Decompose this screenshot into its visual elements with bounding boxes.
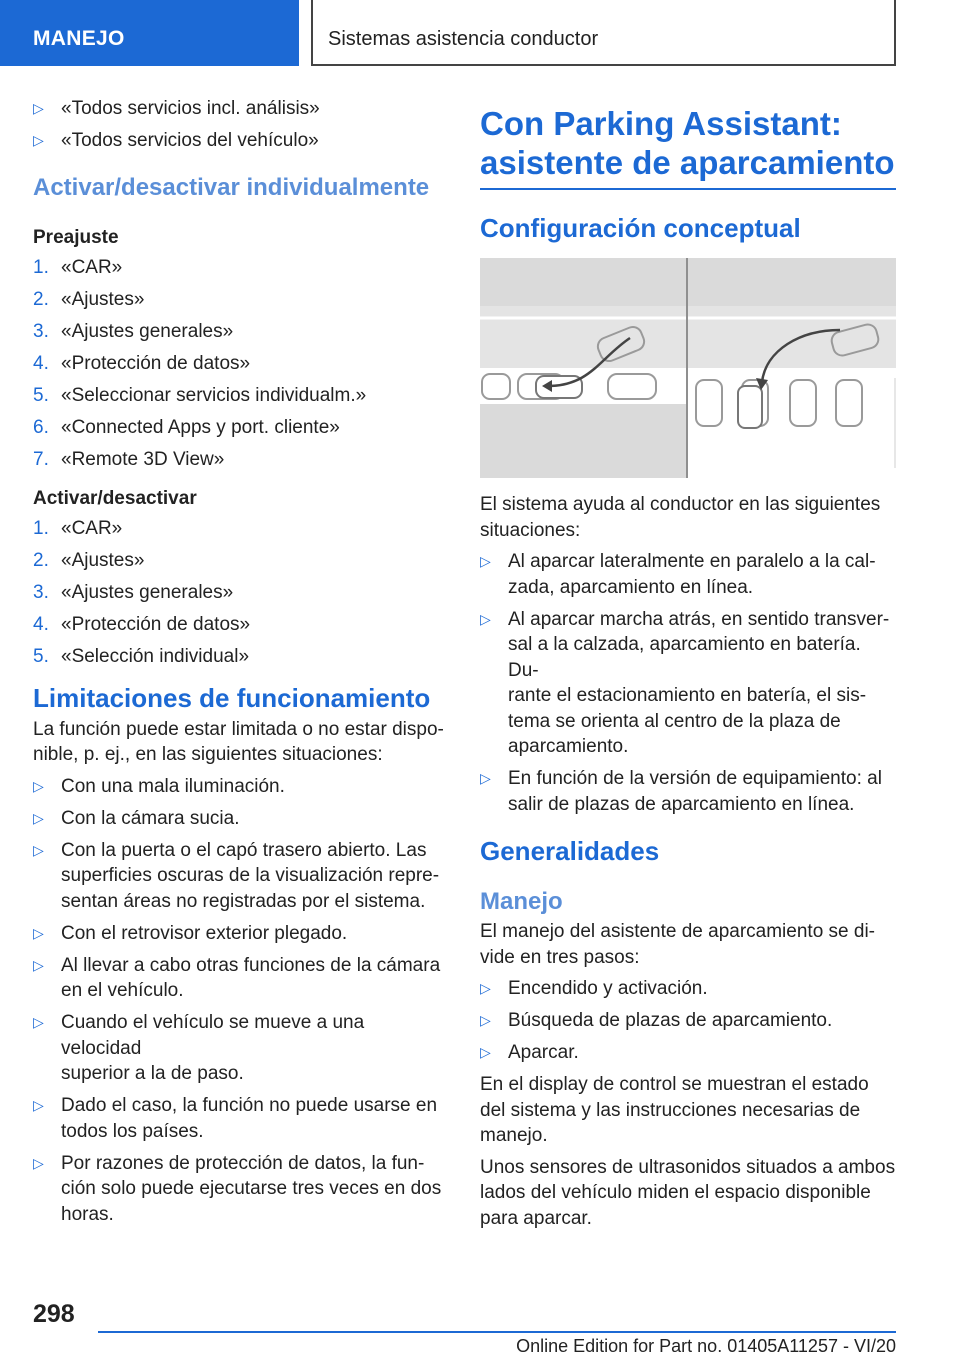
list-item: 5. «Selección individual» — [33, 646, 250, 667]
list-item: 4. «Protección de datos» — [33, 352, 251, 374]
page-number: 298 — [33, 1300, 75, 1328]
list-item: ▷ En función de la versión de equipamiento: al salir de plazas de aparcamiento en línea. — [480, 768, 882, 815]
heading-activar: Activar/desactivar — [33, 488, 197, 509]
triangle-right-icon: ▷ — [33, 777, 44, 794]
triangle-right-icon: ▷ — [480, 770, 491, 786]
triangle-right-icon: ▷ — [33, 132, 44, 148]
list-item: ▷ Por razones de protección de datos, la fun- ción solo puede ejecutarse tres veces en dos horas. — [33, 1152, 442, 1225]
top-bullet-list — [33, 96, 447, 154]
footer-edition: Online Edition for Part no. 01405A11257 - VI/20 — [516, 1336, 896, 1356]
triangle-right-icon: ▷ — [480, 1012, 491, 1028]
triangle-right-icon: ▷ — [480, 610, 491, 627]
triangle-right-icon: ▷ — [33, 956, 44, 973]
list-item: ▷ Aparcar. — [480, 1040, 896, 1066]
list-item: ▷ Con el retrovisor exterior plegado. — [33, 921, 447, 947]
heading-generalidades: Generalidades — [480, 836, 660, 866]
list-item: ▷ «Todos servicios del vehículo» — [33, 128, 447, 154]
list-item: ▷ Encendido y activación. — [480, 976, 896, 1002]
chapter-box — [311, 0, 896, 66]
list-item: 3. «Ajustes generales» — [33, 582, 234, 603]
limitaciones-list — [33, 774, 447, 1228]
heading-individual: Activar/desactivar individualmente — [33, 173, 430, 201]
triangle-right-icon: ▷ — [480, 980, 491, 996]
section-title: MANEJO — [33, 27, 125, 50]
section-tab — [0, 0, 299, 66]
list-item: 2. «Ajustes» — [33, 550, 145, 571]
chapter-title: Sistemas asistencia conductor — [328, 28, 599, 50]
list-item: 1. «CAR» — [33, 518, 123, 539]
triangle-right-icon: ▷ — [33, 841, 44, 858]
list-item: 4. «Protección de datos» — [33, 614, 251, 635]
list-item: ▷ «Todos servicios incl. análisis» — [33, 96, 447, 122]
list-item: ▷ Dado el caso, la función no puede usarse en todos los países. — [33, 1095, 438, 1142]
left-column — [33, 96, 447, 1234]
config-intro: El sistema ayuda al conductor en las siguientes situaciones: — [480, 494, 881, 541]
list-item: ▷ Con la puerta o el capó trasero abierto. Las superficies oscuras de la visualización repre- sentan áreas no registradas por el sistema. — [33, 839, 440, 912]
list-item: ▷ Cuando el vehículo se mueve a una velocidad superior a la de paso. — [33, 1012, 365, 1084]
list-item: ▷ Búsqueda de plazas de aparcamiento. — [480, 1008, 896, 1034]
right-column — [480, 104, 896, 1237]
heading-preajuste: Preajuste — [33, 226, 119, 248]
heading-manejo: Manejo — [480, 888, 563, 915]
list-item: ▷ Con una mala iluminación. — [33, 774, 447, 800]
config-list — [480, 549, 896, 817]
heading-configuracion: Configuración conceptual — [480, 213, 801, 243]
list-item: ▷ Con la cámara sucia. — [33, 806, 447, 832]
paragraph-display: En el display de control se muestran el estado del sistema y las instrucciones necesarias de manejo. — [480, 1074, 869, 1146]
list-item: 1. «CAR» — [33, 256, 123, 278]
preajuste-steps — [33, 255, 447, 473]
activar-steps — [33, 516, 447, 670]
list-item: ▷ Al llevar a cabo otras funciones de la cámara en el vehículo. — [33, 954, 441, 1001]
parking-illustration — [480, 258, 896, 478]
page-title: Con Parking Assistant: asistente de aparcamiento — [480, 104, 896, 190]
list-item: 5. «Seleccionar servicios individualm.» — [33, 384, 367, 406]
list-item: 7. «Remote 3D View» — [33, 448, 225, 470]
triangle-right-icon: ▷ — [33, 924, 44, 941]
limitaciones-intro: La función puede estar limitada o no estar dispo- nible, p. ej., en las siguientes situaciones: — [33, 718, 444, 765]
manejo-intro: El manejo del asistente de aparcamiento se di- vide en tres pasos: — [480, 921, 876, 968]
triangle-right-icon: ▷ — [480, 1044, 491, 1060]
manejo-list — [480, 976, 896, 1066]
heading-limitaciones: Limitaciones de funcionamiento — [33, 682, 431, 713]
list-item: 6. «Connected Apps y port. cliente» — [33, 416, 340, 438]
triangle-right-icon: ▷ — [33, 100, 44, 116]
list-item: ▷ Al aparcar marcha atrás, en sentido transver- sal a la calzada, aparcamiento en batería. Du- rante el estacionamiento en batería, el sis- tema se orienta al centro de la plaza de aparcamiento. — [480, 608, 890, 757]
footer-divider — [98, 1331, 896, 1333]
triangle-right-icon: ▷ — [33, 1014, 44, 1030]
list-item: 2. «Ajustes» — [33, 288, 145, 310]
paragraph-sensors: Unos sensores de ultrasonidos situados a ambos lados del vehículo miden el espacio disponible para aparcar. — [480, 1156, 896, 1229]
list-item: 3. «Ajustes generales» — [33, 320, 234, 342]
triangle-right-icon: ▷ — [33, 1154, 44, 1171]
page-header — [0, 0, 960, 66]
triangle-right-icon: ▷ — [480, 553, 491, 569]
list-item: ▷ Al aparcar lateralmente en paralelo a la cal- zada, aparcamiento en línea. — [480, 551, 876, 598]
parking-diagram — [480, 258, 896, 478]
triangle-right-icon: ▷ — [33, 809, 44, 826]
triangle-right-icon: ▷ — [33, 1097, 44, 1113]
